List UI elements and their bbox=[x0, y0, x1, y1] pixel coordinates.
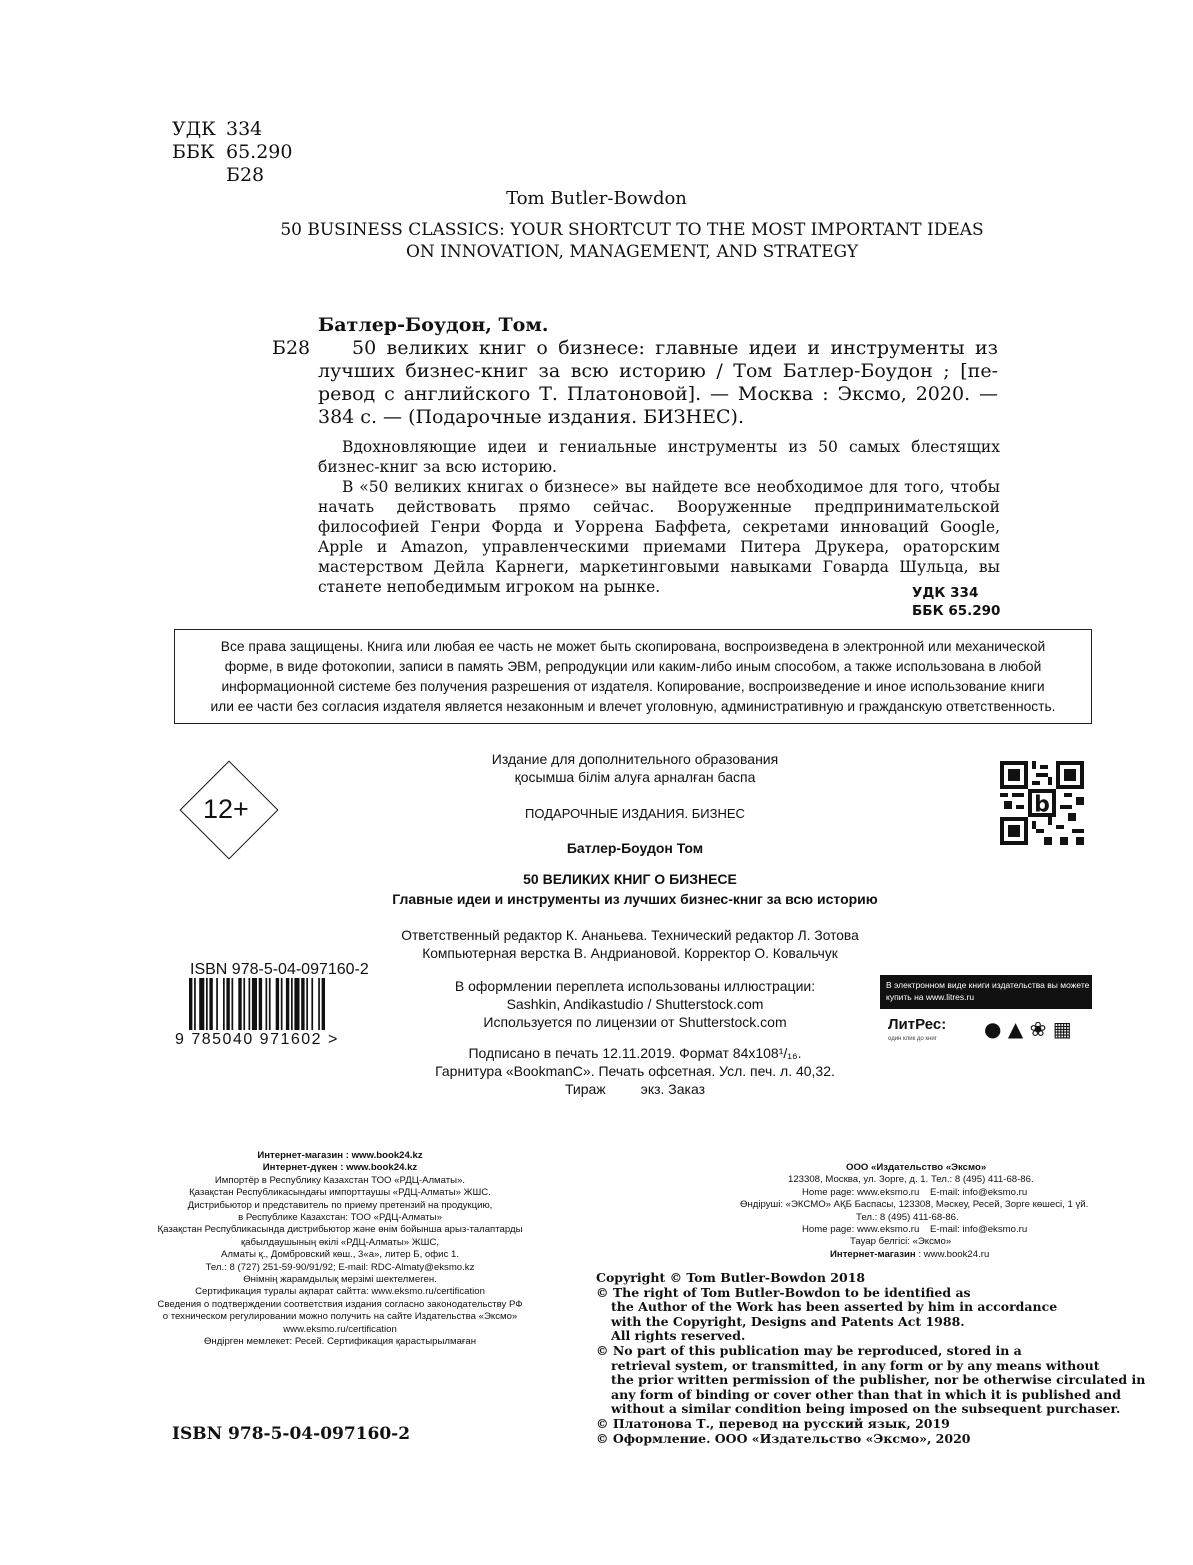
barcode-bar bbox=[243, 978, 245, 1030]
kz-line-8: қабылдаушының өкілі «РДЦ-Алматы» ЖШС, bbox=[240, 1236, 440, 1248]
litres-line2: купить на www.litres.ru bbox=[886, 992, 975, 1002]
kz-line-14: о техническом регулировании можно получить на сайте Издательства «Эксмо» bbox=[162, 1311, 518, 1323]
barcode-bar bbox=[306, 978, 308, 1030]
windows-icon[interactable]: ▦ bbox=[1052, 1017, 1072, 1041]
kz-maker: Өндіруші: «ЭКСМО» АҚБ Баспасы, 123308, Мәскеу, Ресей, Зорге көшесі, 1 үй. bbox=[740, 1199, 1089, 1211]
litres-brand-sub: один клик до книг bbox=[888, 1036, 937, 1042]
barcode-bar bbox=[238, 978, 241, 1030]
barcode-bar bbox=[232, 978, 234, 1030]
kz-web bbox=[740, 1224, 1080, 1236]
store-icons bbox=[984, 1018, 1072, 1040]
bbk-bold: ББК 65.290 bbox=[912, 603, 1001, 619]
age-rating-label: 12+ bbox=[203, 794, 249, 824]
original-author: Tom Butler-Bowdon bbox=[506, 188, 687, 209]
isbn-bottom: ISBN 978-5-04-097160-2 bbox=[172, 1424, 411, 1444]
home-label: Home page: bbox=[802, 1186, 855, 1198]
copyright-line-8: the prior written permission of the publisher, nor be otherwise circulated in bbox=[611, 1372, 1146, 1388]
apple-icon[interactable]: ● bbox=[984, 1017, 1002, 1041]
copyright-line-9: any form of binding or cover other than that in which it is published and bbox=[611, 1386, 1121, 1402]
editors-line2: Компьютерная верстка В. Андриановой. Корректор О. Ковальчук bbox=[422, 946, 838, 961]
kz-distribution-info bbox=[150, 1150, 530, 1349]
kz-line-11: Өнімнің жарамдылық мерзімі шектелмеген. bbox=[243, 1274, 437, 1286]
author-sign: Б28 bbox=[226, 164, 265, 186]
kz-line-10: Тел.: 8 (727) 251-59-90/91/92; E-mail: RDC-Almaty@eksmo.kz bbox=[205, 1261, 475, 1273]
kz-line-2: Интернет-дүкен : www.book24.kz bbox=[262, 1162, 418, 1174]
barcode-isbn-label: ISBN 978-5-04-097160-2 bbox=[190, 961, 369, 978]
kz-home-link[interactable]: www.eksmo.ru bbox=[856, 1224, 920, 1236]
barcode-bar bbox=[276, 978, 279, 1030]
print-line2: Гарнитура «BookmanC». Печать офсетная. Усл. печ. л. 40,32. bbox=[435, 1063, 835, 1079]
illustr-line1: В оформлении переплета использованы иллюстрации: bbox=[454, 978, 816, 994]
copyright-line-1: Copyright © Tom Butler-Bowdon 2018 bbox=[596, 1270, 866, 1285]
barcode-bar bbox=[259, 978, 262, 1030]
imprint-author: Батлер-Боудон Том bbox=[566, 840, 704, 856]
copyright-line-6: © No part of this publication may be reproduced, stored in a bbox=[596, 1342, 1022, 1358]
email-link[interactable]: info@eksmo.ru bbox=[962, 1186, 1028, 1198]
edition-type-ru: Издание для дополнительного образования bbox=[491, 751, 779, 767]
kz-line-3: Импортёр в Республику Казахстан ТОО «РДЦ-Алматы». bbox=[214, 1174, 466, 1186]
copyright-line-10: without a similar condition being imposed on the subsequent purchaser. bbox=[611, 1401, 1121, 1417]
home-link[interactable]: www.eksmo.ru bbox=[856, 1186, 920, 1198]
litres-badge[interactable] bbox=[880, 975, 1092, 1009]
copyright-line-12: © Оформление. ООО «Издательство «Эксмо», 2020 bbox=[596, 1430, 971, 1446]
barcode-bar bbox=[249, 978, 251, 1030]
publisher-name: ООО «Издательство «Эксмо» bbox=[846, 1162, 987, 1173]
kz-line-12: Сертификация туралы ақпарат сайтта: www.eksmo.ru/certification bbox=[195, 1286, 485, 1298]
svg-text:b: b bbox=[1034, 792, 1050, 818]
publisher-web bbox=[740, 1187, 1080, 1199]
bib-line-2: лучших бизнес-книг за всю историю / Том Батлер-Боудон ; [пе- bbox=[318, 360, 998, 382]
barcode-bar bbox=[252, 978, 257, 1030]
bib-author: Батлер-Боудон, Том. bbox=[318, 314, 549, 336]
rights-line-4: или ее части без согласия издателя является незаконным и влечет уголовную, административную и гражданскую ответственность. bbox=[210, 699, 1056, 714]
kz-tel: Тел.: 8 (495) 411-68-86. bbox=[856, 1211, 959, 1223]
barcode-bar bbox=[223, 978, 225, 1030]
kz-home-label: Home page: bbox=[802, 1224, 855, 1236]
barcode-bar bbox=[294, 978, 299, 1030]
rights-notice-box bbox=[174, 629, 1092, 724]
print-details bbox=[400, 1044, 870, 1098]
publisher-info bbox=[740, 1162, 1089, 1261]
kz-line-7: Қазақстан Республикасында дистрибьютор және өнім бойынша арыз-талаптарды bbox=[157, 1224, 523, 1236]
kz-line-16: Өндірген мемлекет: Ресей. Сертификация қарастырылмаған bbox=[203, 1336, 477, 1348]
illustrations-credit bbox=[420, 977, 850, 1031]
editors bbox=[330, 927, 930, 963]
barcode-bar bbox=[269, 978, 271, 1030]
bib-line-4: 384 с. — (Подарочные издания. БИЗНЕС). bbox=[318, 406, 744, 428]
qr-code[interactable] bbox=[1000, 761, 1084, 845]
bbk-value: 65.290 bbox=[226, 141, 293, 163]
edition-type-kz: қосымша білім алуға арналған баспа bbox=[514, 769, 756, 785]
editors-line1: Ответственный редактор К. Ананьева. Технический редактор Л. Зотова bbox=[401, 928, 859, 943]
barcode-bar bbox=[226, 978, 229, 1030]
rights-line-1: Все права защищены. Книга или любая ее часть не может быть скопирована, воспроизведена в электронной или механической bbox=[220, 639, 1046, 654]
bbk-line bbox=[172, 141, 292, 164]
shop-label: Интернет-магазин bbox=[830, 1248, 916, 1260]
barcode-bar bbox=[281, 978, 283, 1030]
bib-line-1: 50 великих книг о бизнесе: главные идеи и инструменты из bbox=[352, 337, 998, 359]
print-line1: Подписано в печать 12.11.2019. Формат 84x108¹/₁₆. bbox=[468, 1045, 802, 1061]
kz-line-5: Дистрибьютор и представитель по приему претензий на продукцию, bbox=[187, 1199, 493, 1211]
kz-line-1: Интернет-магазин : www.book24.kz bbox=[257, 1150, 423, 1161]
illustr-line3: Используется по лицензии от Shutterstock.com bbox=[483, 1014, 787, 1030]
barcode-bar bbox=[322, 978, 325, 1030]
copyright-line-2: © The right of Tom Butler-Bowdon to be identified as bbox=[596, 1284, 971, 1300]
classification-block bbox=[172, 118, 292, 187]
kz-line-9: Алматы қ., Домбровский көш., 3«а», литер Б, офис 1. bbox=[221, 1249, 459, 1261]
kz-email-label: E-mail: bbox=[929, 1224, 960, 1236]
kz-line-13: Сведения о подтверждении соответствия издания согласно законодательству РФ bbox=[157, 1298, 523, 1310]
windows-phone-icon[interactable]: ❀ bbox=[1029, 1017, 1047, 1041]
bbk-label: ББК bbox=[172, 141, 215, 163]
barcode-bar bbox=[189, 978, 192, 1030]
barcode-bar bbox=[266, 978, 268, 1030]
copyright-line-11: © Платонова Т., перевод на русский язык, 2019 bbox=[596, 1415, 950, 1431]
barcode-bar bbox=[318, 978, 320, 1030]
copyright-line-5: All rights reserved. bbox=[611, 1328, 746, 1344]
rights-line-2: форме, в виде фотокопии, записи в память ЭВМ, репродукции или каким-либо иным способом, а также использована в любой bbox=[224, 659, 1042, 674]
bib-line-3: ревод с английского Т. Платоновой]. — Москва : Эксмо, 2020. — bbox=[318, 383, 998, 405]
edition-type bbox=[430, 750, 840, 786]
copyright-line-7: retrieval system, or transmitted, in any form or by any means without bbox=[611, 1357, 1100, 1373]
barcode-digits: 9 785040 971602 > bbox=[175, 1031, 339, 1048]
udk-value: 334 bbox=[226, 118, 263, 140]
publisher-shop bbox=[740, 1249, 1080, 1261]
print-line3: Тираж экз. Заказ bbox=[564, 1081, 706, 1097]
annotation-p1: Вдохновляющие идеи и гениальные инструменты из 50 самых блестящих бизнес-книг за всю историю. bbox=[318, 438, 1000, 476]
udk-bbk-bold bbox=[912, 584, 1000, 620]
illustr-line2: Sashkin, Andikastudio / Shutterstock.com bbox=[506, 996, 764, 1012]
android-icon[interactable]: ▲ bbox=[1007, 1017, 1024, 1041]
copyright-block bbox=[596, 1271, 1145, 1446]
rights-line-3: информационной системе без получения разрешения от издателя. Копирование, воспроизведение и иное использование книги bbox=[221, 679, 1045, 694]
imprint-title: 50 ВЕЛИКИХ КНИГ О БИЗНЕСЕ bbox=[523, 871, 737, 887]
barcode-bar bbox=[286, 978, 289, 1030]
barcode-bar bbox=[199, 978, 204, 1030]
bib-sign: Б28 bbox=[272, 337, 311, 359]
original-title-line1: 50 BUSINESS CLASSICS: YOUR SHORTCUT TO THE MOST IMPORTANT IDEAS bbox=[280, 220, 984, 240]
email-label: E-mail: bbox=[929, 1186, 960, 1198]
barcode-bar bbox=[301, 978, 304, 1030]
barcode-bar bbox=[209, 978, 212, 1030]
annotation bbox=[318, 437, 1000, 597]
litres-line1: В электронном виде книги издательства вы можете bbox=[886, 980, 1090, 990]
series-name: ПОДАРОЧНЫЕ ИЗДАНИЯ. БИЗНЕС bbox=[525, 806, 745, 821]
udk-line bbox=[172, 118, 292, 141]
copyright-line-3: the Author of the Work has been asserted by him in accordance bbox=[611, 1299, 1058, 1315]
kz-line-6: в Республике Казахстан: ТОО «РДЦ-Алматы» bbox=[238, 1212, 442, 1224]
annotation-p2: В «50 великих книгах о бизнесе» вы найдете все необходимое для того, чтобы начать действовать прямо сейчас. Вооруженные предпринимательской философией Генри Форда и Уоррена Баффета, секретами инноваций Google, Apple и Amazon, управленческими приемами Питера Друкера, ораторским мастерством Дейла Карнеги, маркетинговыми навыками Говарда Шульца, вы станете непобедимым игроком на рынке. bbox=[318, 478, 1000, 596]
barcode-image bbox=[185, 978, 385, 1030]
shop-link[interactable]: : www.book24.ru bbox=[918, 1248, 990, 1260]
udk-bold: УДК 334 bbox=[912, 585, 979, 601]
litres-brand: ЛитРес: bbox=[888, 1016, 947, 1033]
imprint-subtitle: Главные идеи и инструменты из лучших бизнес-книг за всю историю bbox=[392, 891, 878, 907]
barcode-bar bbox=[206, 978, 208, 1030]
bib-description bbox=[318, 337, 998, 429]
barcode-bar bbox=[291, 978, 293, 1030]
udk-label: УДК bbox=[172, 118, 216, 140]
publisher-address: 123308, Москва, ул. Зорге, д. 1. Тел.: 8 (495) 411-68-86. bbox=[788, 1174, 1034, 1186]
kz-email-link[interactable]: info@eksmo.ru bbox=[962, 1224, 1028, 1236]
barcode-bar bbox=[216, 978, 218, 1030]
copyright-line-4: with the Copyright, Designs and Patents Act 1988. bbox=[611, 1313, 965, 1329]
trademark: Тауар белгісі: «Эксмо» bbox=[850, 1236, 952, 1248]
barcode-bar bbox=[311, 978, 313, 1030]
original-title-line2: ON INNOVATION, MANAGEMENT, AND STRATEGY bbox=[405, 242, 859, 262]
kz-line-4: Қазақстан Республикасындағы импорттаушы «РДЦ-Алматы» ЖШС. bbox=[189, 1187, 491, 1199]
kz-line-15: www.eksmo.ru/certification bbox=[283, 1323, 397, 1335]
barcode-bar bbox=[194, 978, 196, 1030]
